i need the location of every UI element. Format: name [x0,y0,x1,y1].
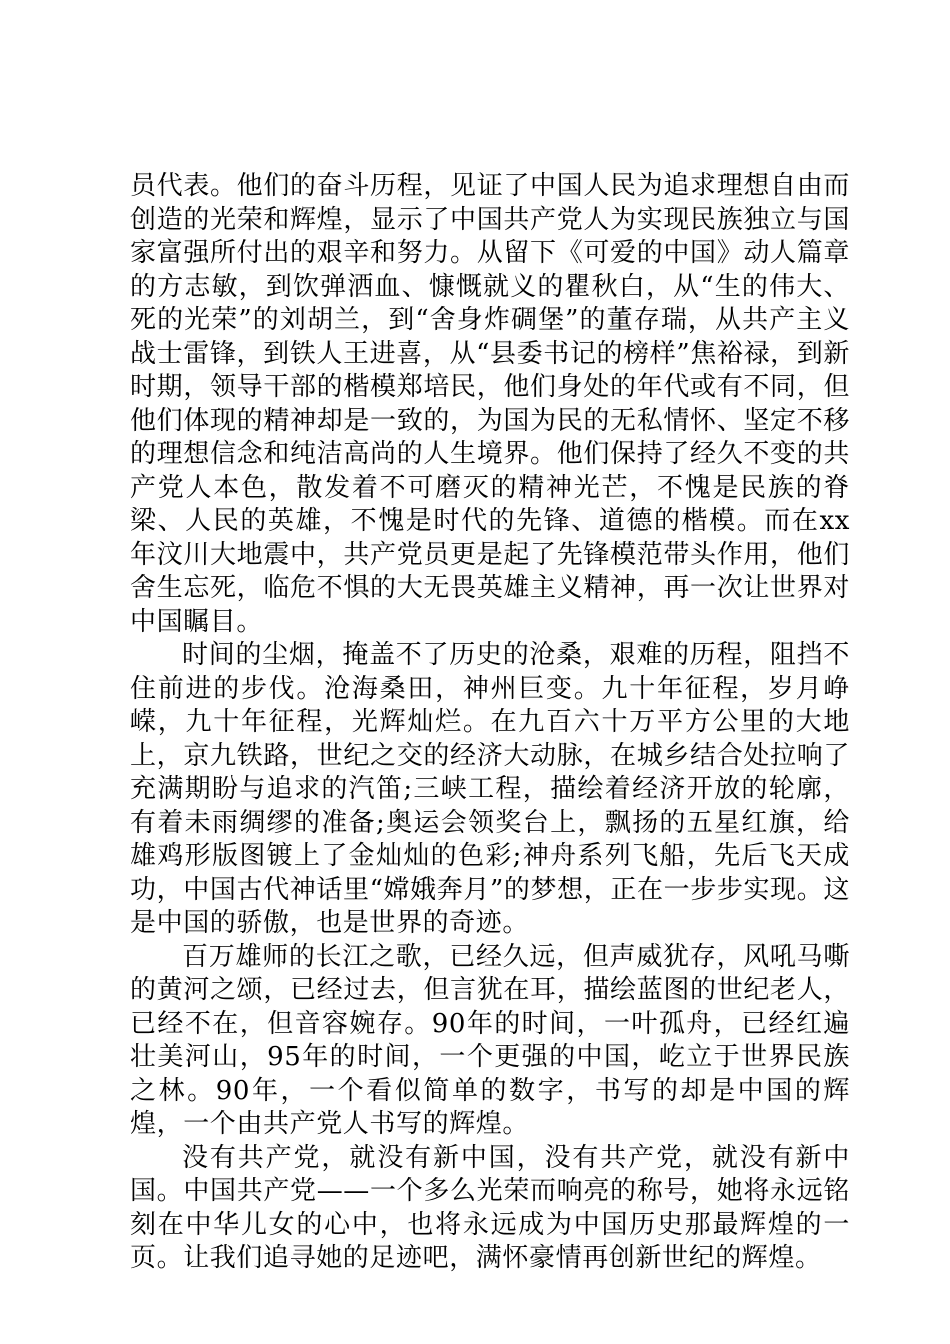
paragraph-4: 没有共产党，就没有新中国，没有共产党，就没有新中国。中国共产党——一个多么光荣而响亮的称号，她将永远铭刻在中华儿女的心中，也将永远成为中国历史那最辉煌的一页。让我们追寻她的足迹吧，满怀豪情再创新世纪的辉煌。 [130,1142,850,1273]
document-body [130,170,850,1276]
paragraph-2: 时间的尘烟，掩盖不了历史的沧桑，艰难的历程，阻挡不住前进的步伐。沧海桑田，神州巨变。九十年征程，岁月峥嵘，九十年征程，光辉灿烂。在九百六十万平方公里的大地上，京九铁路，世纪之交的经济大动脉，在城乡结合处拉响了充满期盼与追求的汽笛;三峡工程，描绘着经济开放的轮廓，有着未雨绸缪的准备;奥运会领奖台上，飘扬的五星红旗，给雄鸡形版图镀上了金灿灿的色彩;神舟系列飞船，先后飞天成功，中国古代神话里“嫦娥奔月”的梦想，正在一步步实现。这是中国的骄傲，也是世界的奇迹。 [130,640,850,938]
paragraph-3: 百万雄师的长江之歌，已经久远，但声威犹存，风吼马嘶的黄河之颂，已经过去，但言犹在耳，描绘蓝图的世纪老人，已经不在，但音容婉存。90年的时间，一叶孤舟，已经红遍壮美河山，95年的时间，一个更强的中国，屹立于世界民族之林。90年，一个看似简单的数字，书写的却是中国的辉煌，一个由共产党人书写的辉煌。 [130,941,850,1139]
paragraph-1: 员代表。他们的奋斗历程，见证了中国人民为追求理想自由而创造的光荣和辉煌，显示了中国共产党人为实现民族独立与国家富强所付出的艰辛和努力。从留下《可爱的中国》动人篇章的方志敏，到饮弹洒血、慷慨就义的瞿秋白，从“生的伟大、死的光荣”的刘胡兰，到“舍身炸碉堡”的董存瑞，从共产主义战士雷锋，到铁人王进喜，从“县委书记的榜样”焦裕禄，到新时期，领导干部的楷模郑培民，他们身处的年代或有不同，但他们体现的精神却是一致的，为国为民的无私情怀、坚定不移的理想信念和纯洁高尚的人生境界。他们保持了经久不变的共产党人本色，散发着不可磨灭的精神光芒，不愧是民族的脊梁、人民的英雄，不愧是时代的先锋、道德的楷模。而在xx年汶川大地震中，共产党员更是起了先锋模范带头作用，他们舍生忘死，临危不惧的大无畏英雄主义精神，再一次让世界对中国瞩目。 [130,171,850,637]
